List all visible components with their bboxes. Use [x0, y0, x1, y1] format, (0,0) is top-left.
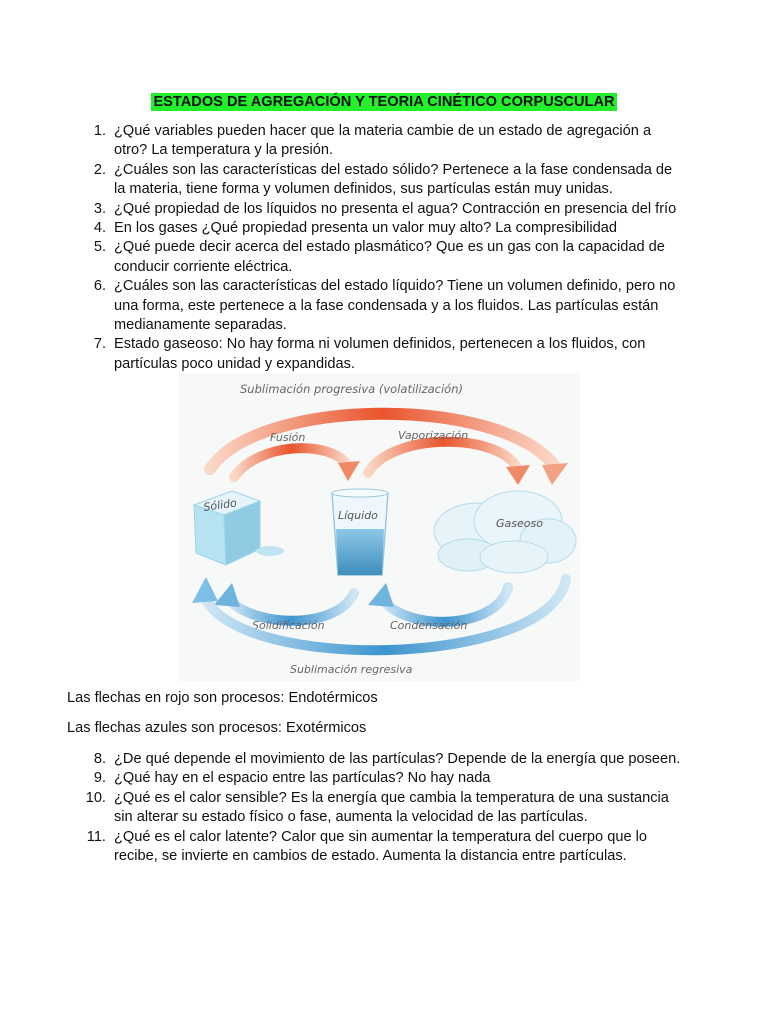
item-text-line: una forma, este pertenece a la fase condensada y a los fluidos. Las partículas están: [114, 297, 659, 314]
list-item: [84, 828, 724, 867]
solidification-label: Solidificación: [252, 619, 325, 632]
states-of-matter-diagram: [178, 373, 580, 681]
item-text-line: la materia, tiene forma y volumen definidos, sus partículas están muy unidas.: [114, 181, 613, 198]
item-text-line: ¿Qué hay en el espacio entre las partículas? No hay nada: [114, 770, 491, 787]
item-text-line: ¿Qué variables pueden hacer que la materia cambie de un estado de agregación a: [114, 123, 652, 139]
item-number: 3.: [93, 200, 106, 217]
item-number: 7.: [93, 336, 106, 353]
item-number: 4.: [93, 220, 106, 237]
list-item: [84, 200, 724, 219]
solid-label: Sólido: [202, 496, 238, 514]
item-text-line: recibe, se invierte en cambios de estado. Aumenta la distancia entre partículas.: [114, 848, 627, 865]
list-item: [84, 238, 724, 277]
item-text-line: conducir corriente eléctrica.: [114, 258, 293, 275]
item-number: 5.: [93, 239, 106, 256]
item-text-line: En los gases ¿Qué propiedad presenta un valor muy alto? La compresibilidad: [114, 220, 617, 237]
list-item: [84, 161, 724, 200]
vaporization-label: Vaporización: [398, 429, 469, 442]
item-text-line: ¿De qué depende el movimiento de las partículas? Depende de la energía que poseen.: [114, 751, 681, 767]
item-number: 2.: [93, 161, 106, 178]
item-text-line: otro? La temperatura y la presión.: [114, 142, 334, 159]
item-number: 8.: [93, 751, 106, 767]
item-text-line: medianamente separadas.: [114, 317, 287, 334]
question-list-2: [84, 750, 724, 866]
blue-arrows-note: Las flechas azules son procesos: Exotérmicos: [67, 720, 367, 736]
list-item: [84, 769, 724, 788]
document-title: [0, 93, 768, 111]
item-text-line: ¿Cuáles son las características del estado líquido? Tiene un volumen definido, pero no: [114, 278, 676, 295]
gas-label: Gaseoso: [496, 517, 543, 530]
item-number: 6.: [93, 278, 106, 295]
list-item: [84, 335, 724, 374]
list-item: [84, 277, 724, 335]
fusion-label: Fusión: [270, 431, 306, 444]
liquid-label: Líquido: [338, 509, 378, 522]
item-text-line: ¿Qué es el calor sensible? Es la energía que cambia la temperatura de una sustancia: [114, 789, 669, 806]
list-item: [84, 750, 724, 769]
list-item: [84, 219, 724, 238]
item-number: 11.: [86, 828, 106, 845]
question-list-1: [84, 122, 724, 374]
top-arc-label: Sublimación progresiva (volatilización): [240, 382, 463, 396]
liquid-glass-icon: [332, 489, 388, 575]
list-item: [84, 122, 724, 161]
item-text-line: ¿Qué es el calor latente? Calor que sin aumentar la temperatura del cuerpo que lo: [114, 828, 647, 845]
item-number: 10.: [85, 789, 106, 806]
bottom-arc-label: Sublimación regresiva: [290, 663, 413, 676]
condensation-label: Condensación: [390, 619, 468, 632]
item-number: 9.: [93, 770, 106, 787]
item-text-line: ¿Qué puede decir acerca del estado plasmático? Que es un gas con la capacidad de: [114, 239, 665, 256]
item-text-line: Estado gaseoso: No hay forma ni volumen definidos, pertenecen a los fluidos, con: [114, 336, 646, 353]
item-number: 1.: [93, 123, 106, 139]
item-text-line: ¿Qué propiedad de los líquidos no presenta el agua? Contracción en presencia del frío: [114, 200, 677, 217]
item-text-line: partículas poco unidad y expandidas.: [114, 355, 355, 372]
title-text: ESTADOS DE AGREGACIÓN Y TEORIA CINÉTICO CORPUSCULAR: [153, 94, 615, 110]
item-text-line: ¿Cuáles son las características del estado sólido? Pertenece a la fase condensada de: [114, 161, 673, 178]
item-text-line: sin alterar su estado físico o fase, aumenta la velocidad de las partículas.: [114, 809, 588, 826]
red-arrows-note: Las flechas en rojo son procesos: Endotérmicos: [67, 690, 378, 706]
list-item: [84, 789, 724, 828]
